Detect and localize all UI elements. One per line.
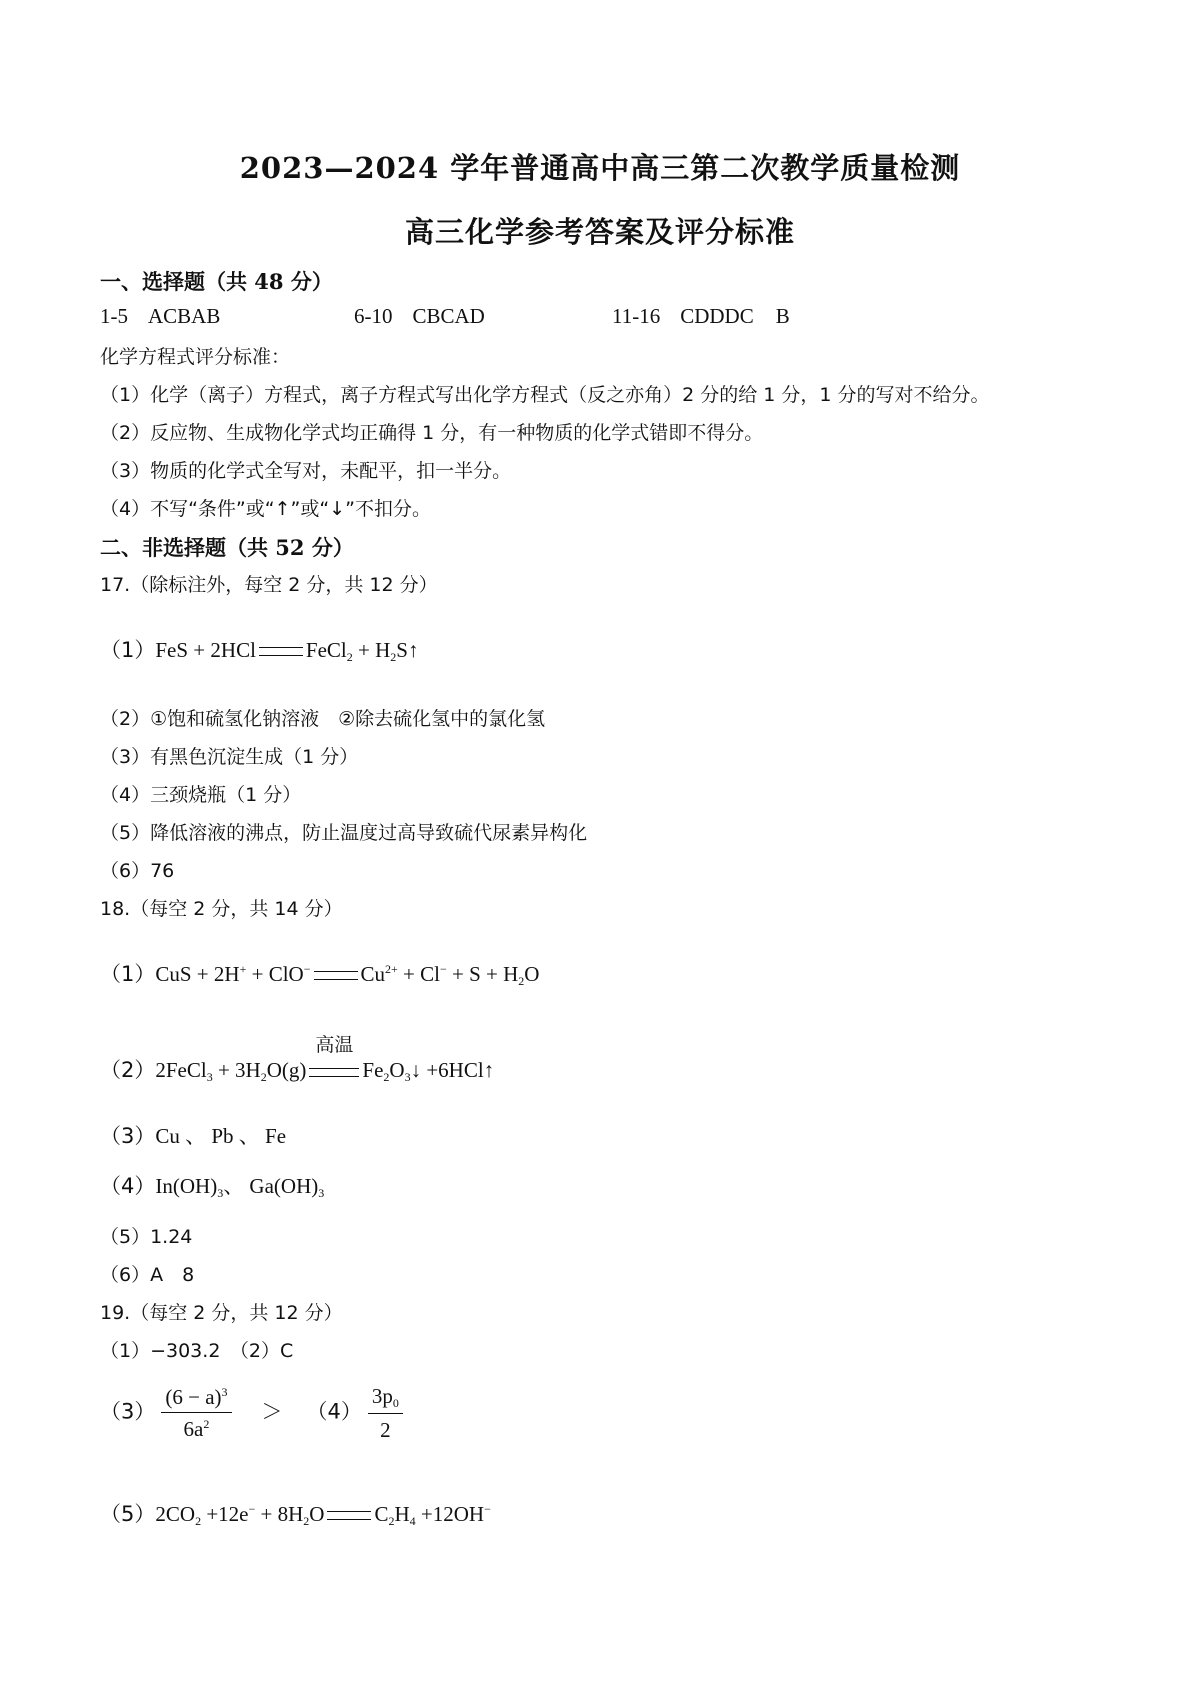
q19-eq-d: O <box>309 1502 325 1526</box>
q19-eq-e: C <box>374 1502 389 1526</box>
page-title: 2023—2024 学年普通高中高三第二次教学质量检测 <box>239 151 961 185</box>
criteria-title: 化学方程式评分标准： <box>100 346 291 368</box>
q17-p1-label: （1） <box>100 638 156 662</box>
q17-p2: （2）①饱和硫氢化钠溶液 ②除去硫化氢中的氯化氢 <box>100 708 546 730</box>
criteria-item-1: （1）化学（离子）方程式，离子方程式写出化学方程式（反之亦角）2 分的给 1 分，1 分的写对不给分。 <box>100 384 990 406</box>
q18-p6: （6）A 8 <box>100 1264 195 1286</box>
q18-equation-2 <box>100 1033 495 1085</box>
q19-eq-b: +12e <box>201 1502 249 1526</box>
section-2-heading: 二、非选择题（共 52 分） <box>100 535 354 560</box>
q17-p5: （5）降低溶液的沸点，防止温度过高导致硫代尿素异构化 <box>100 822 588 844</box>
q18-p4-a: In(OH) <box>155 1174 218 1198</box>
q18-p3-label: （3） <box>100 1124 156 1148</box>
frac1-num-sup: 3 <box>221 1385 228 1399</box>
q17-equation <box>100 634 418 665</box>
q19-p1: （1）−303.2 （2）C <box>100 1340 294 1362</box>
frac2-num-sub: 0 <box>392 1396 399 1410</box>
q18-p3 <box>100 1120 286 1150</box>
q18-eq1-b: + ClO <box>246 962 304 986</box>
q18-eq1-e-sub: 2 <box>518 974 525 988</box>
q18-eq1-f: O <box>524 962 540 986</box>
q18-eq2-d: Fe <box>362 1058 384 1082</box>
q18-p2-label: （2） <box>100 1058 156 1082</box>
q18-eq1-d: + Cl <box>397 962 440 986</box>
q19-p4-label: （4） <box>306 1399 362 1424</box>
q18-eq1-c-sup: 2+ <box>385 962 398 976</box>
equals-sign-icon <box>314 971 358 980</box>
mc-answers-3b: B <box>775 304 790 328</box>
q19-eq-f-sub: 4 <box>409 1514 416 1528</box>
q18-p1-label: （1） <box>100 962 156 986</box>
q18-eq2-b-sub: 2 <box>260 1070 267 1084</box>
q18-eq1-a: CuS + 2H <box>155 962 240 986</box>
q18-eq1-d-sup: − <box>439 962 447 976</box>
q17-p4: （4）三颈烧瓶（1 分） <box>100 784 302 806</box>
q18-eq2-e: O <box>389 1058 405 1082</box>
q19-eq-a: 2CO <box>155 1502 196 1526</box>
frac2-num: 3p <box>371 1384 393 1408</box>
section-1-heading: 一、选择题（共 48 分） <box>100 269 333 294</box>
q17-eq-r2: 2 <box>346 650 353 664</box>
q17-eq-r5: S↑ <box>396 638 419 662</box>
q18-eq2-a: 2FeCl <box>155 1058 207 1082</box>
q18-eq1-a-sup: + <box>239 962 247 976</box>
q19-eq-c-sub: 2 <box>303 1514 310 1528</box>
q18-eq1-b-sup: − <box>303 962 311 976</box>
q18-eq2-e-sub: 3 <box>404 1070 411 1084</box>
q18-p4-a-sub: 3 <box>217 1186 224 1200</box>
equals-sign-icon <box>259 647 303 656</box>
q18-eq1-e: + S + H <box>446 962 519 986</box>
criteria-item-4: （4）不写“条件”或“↑”或“↓”不扣分。 <box>100 498 431 520</box>
q17-head: 17.（除标注外，每空 2 分，共 12 分） <box>100 574 438 596</box>
mc-answers <box>100 304 220 329</box>
q18-eq2-f: ↓ +6HCl↑ <box>410 1058 495 1082</box>
mc-range-2: 6-10 <box>354 304 393 328</box>
q18-p5: （5）1.24 <box>100 1226 193 1248</box>
q19-p5-label: （5） <box>100 1502 156 1526</box>
q17-eq-r4: 2 <box>390 650 397 664</box>
q18-eq1-c: Cu <box>360 962 386 986</box>
q19-p3-p4 <box>100 1384 409 1443</box>
q18-eq2-b: + 3H <box>212 1058 261 1082</box>
q19-eq-g-sup: − <box>484 1502 491 1516</box>
equals-sign-icon <box>327 1511 371 1520</box>
mc-range-3: 11-16 <box>612 304 661 328</box>
mc-range-1: 1-5 <box>100 304 128 328</box>
q18-p4-b: 、 Ga(OH) <box>223 1174 319 1198</box>
q17-eq-left: FeS + 2HCl <box>155 638 256 662</box>
q19-fraction-1 <box>161 1385 231 1442</box>
q18-head: 18.（每空 2 分，共 14 分） <box>100 898 343 920</box>
q19-eq-b-sup: − <box>248 1502 256 1516</box>
q18-p4-b-sub: 3 <box>318 1186 325 1200</box>
mc-answers-group-3 <box>612 304 790 329</box>
q18-equation-1 <box>100 958 539 989</box>
q18-eq2-c: O(g) <box>266 1058 307 1082</box>
q19-p3-label: （3） <box>100 1399 156 1424</box>
frac2-den: 2 <box>380 1418 391 1442</box>
mc-answers-2: CBCAD <box>412 304 485 328</box>
q18-p4 <box>100 1170 324 1201</box>
q19-equation <box>100 1498 491 1529</box>
q18-p3-text: Cu 、 Pb 、 Fe <box>155 1124 287 1148</box>
page-subtitle: 高三化学参考答案及评分标准 <box>404 215 795 249</box>
q19-fraction-2 <box>368 1384 403 1443</box>
equals-sign-icon <box>309 1068 359 1077</box>
mc-answers-3: CDDDC <box>680 304 754 328</box>
q18-eq2-a-sub: 3 <box>206 1070 213 1084</box>
q19-eq-a-sub: 2 <box>195 1514 202 1528</box>
q17-p3: （3）有黑色沉淀生成（1 分） <box>100 746 359 768</box>
q19-head: 19.（每空 2 分，共 12 分） <box>100 1302 343 1324</box>
criteria-item-2: （2）反应物、生成物化学式均正确得 1 分，有一种物质的化学式错即不得分。 <box>100 422 764 444</box>
mc-answers-group-2 <box>354 304 485 329</box>
frac1-den: 6a <box>183 1417 204 1441</box>
q17-eq-r1: FeCl <box>305 638 347 662</box>
reaction-condition <box>309 1033 359 1085</box>
q18-p4-label: （4） <box>100 1174 156 1198</box>
q19-comparison: ＞ <box>261 1399 283 1424</box>
q18-eq2-d-sub: 2 <box>383 1070 390 1084</box>
q17-p6: （6）76 <box>100 860 175 882</box>
q19-eq-e-sub: 2 <box>388 1514 395 1528</box>
q19-eq-f: H <box>394 1502 410 1526</box>
frac1-num: (6 − a) <box>165 1385 222 1409</box>
criteria-item-3: （3）物质的化学式全写对，未配平，扣一半分。 <box>100 460 512 482</box>
mc-answers-1: ACBAB <box>148 304 221 328</box>
q19-eq-g: +12OH <box>415 1502 485 1526</box>
frac1-den-sup: 2 <box>203 1417 210 1431</box>
q19-eq-c: + 8H <box>255 1502 304 1526</box>
condition-label: 高温 <box>315 1033 354 1056</box>
q17-eq-r3: + H <box>352 638 391 662</box>
